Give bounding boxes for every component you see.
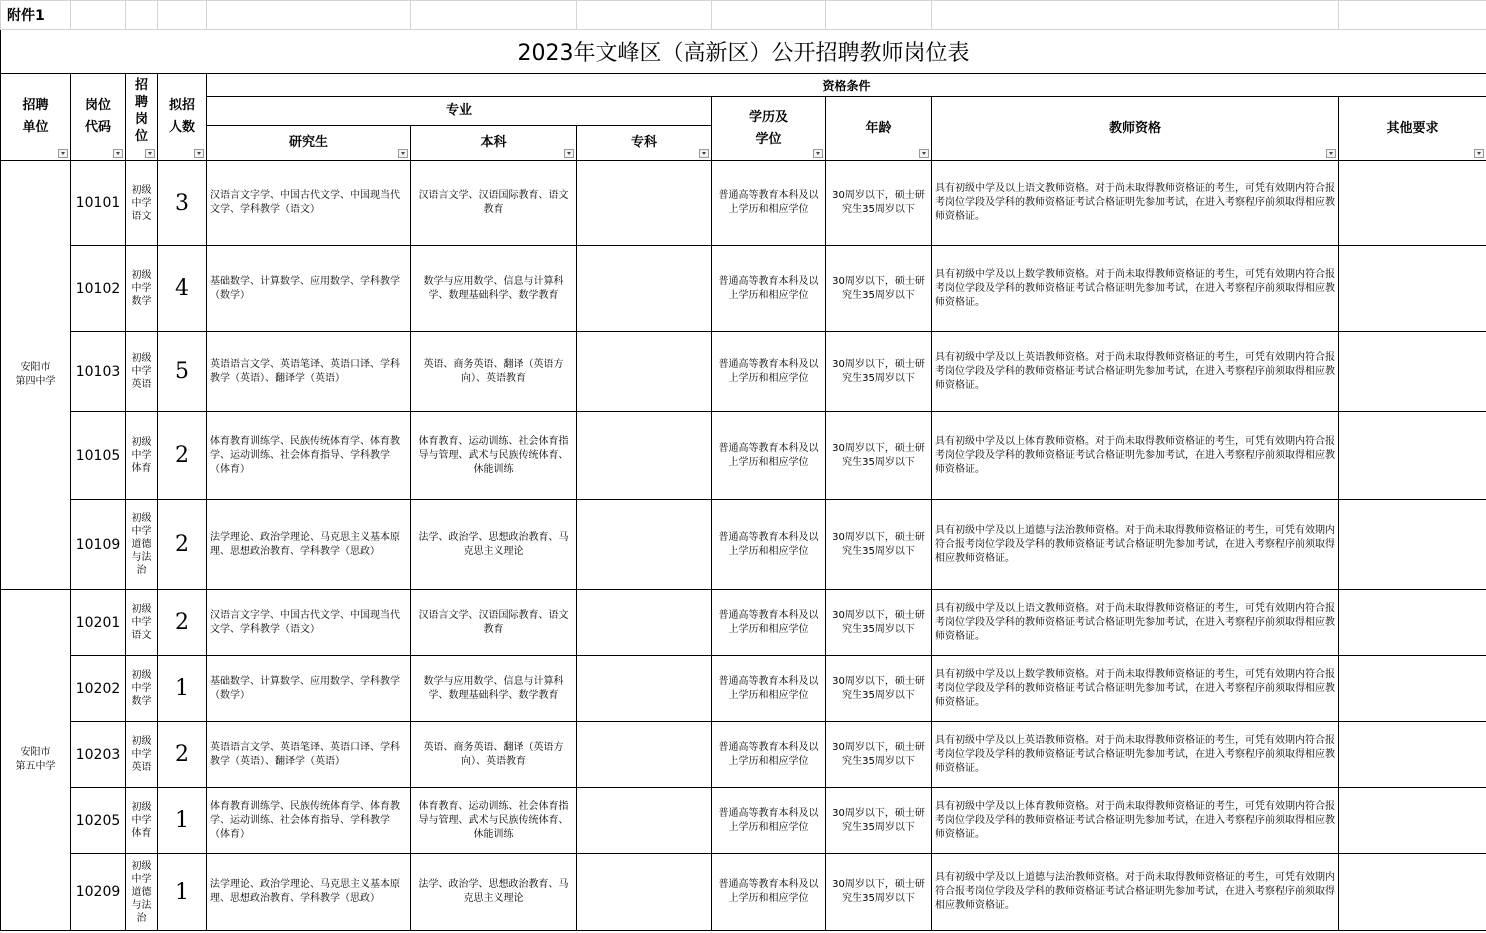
filter-dropdown-icon[interactable] [58,149,68,158]
filter-dropdown-icon[interactable] [113,149,123,158]
undergraduate-majors[interactable]: 法学、政治学、思想政治教育、马克思主义理论 [411,500,577,590]
age-requirement[interactable]: 30周岁以下，硕士研究生35周岁以下 [826,161,932,246]
other-requirement[interactable] [1339,722,1486,788]
filter-dropdown-icon[interactable] [564,149,574,158]
post-name[interactable]: 初级 中学 英语 [126,332,158,412]
post-name[interactable]: 初级 中学 英语 [126,722,158,788]
recruiting-unit[interactable]: 安阳市 第五中学 [1,590,71,931]
undergraduate-majors[interactable]: 汉语言文学、汉语国际教育、语文教育 [411,161,577,246]
header-post[interactable] [126,74,158,161]
age-requirement[interactable]: 30周岁以下，硕士研究生35周岁以下 [826,788,932,854]
filter-dropdown-icon[interactable] [194,149,204,158]
age-requirement[interactable]: 30周岁以下，硕士研究生35周岁以下 [826,332,932,412]
college-majors[interactable] [577,590,712,656]
teacher-cert-requirement[interactable]: 具有初级中学及以上数学教师资格。对于尚未取得教师资格证的考生，可凭有效期内符合报考岗位学段及学科的教师资格证考试合格证明先参加考试，在进入考察程序前须取得相应教师资格证。 [932,656,1339,722]
annex-label: 附件1 [1,1,71,30]
other-requirement[interactable] [1339,332,1486,412]
college-majors[interactable] [577,656,712,722]
post-name[interactable]: 初级 中学 体育 [126,788,158,854]
graduate-majors[interactable]: 英语语言文学、英语笔译、英语口译、学科教学（英语）、翻译学（英语） [207,722,411,788]
header-count-label: 拟招 人数 [168,98,195,135]
header-code-label: 岗位 代码 [84,98,111,135]
other-requirement[interactable] [1339,788,1486,854]
header-other[interactable] [1339,97,1486,161]
header-unit-label: 招聘 单位 [22,98,49,135]
filter-dropdown-icon[interactable] [813,149,823,158]
header-age-label: 年龄 [865,120,892,136]
post-code[interactable]: 10202 [71,656,126,722]
other-requirement[interactable] [1339,590,1486,656]
hire-count[interactable]: 2 [158,500,207,590]
undergraduate-majors[interactable]: 体育教育、运动训练、社会体育指导与管理、武术与民族传统体育、休能训练 [411,412,577,500]
table-row[interactable] [1,161,1486,246]
filter-dropdown-icon[interactable] [145,149,155,158]
post-name[interactable]: 初级 中学 语文 [126,161,158,246]
header-post-label: 招 聘 岗 位 [134,78,148,144]
hire-count[interactable]: 5 [158,332,207,412]
age-requirement[interactable]: 30周岁以下，硕士研究生35周岁以下 [826,412,932,500]
post-code[interactable]: 10105 [71,412,126,500]
table-row[interactable] [1,246,1486,332]
age-requirement[interactable]: 30周岁以下，硕士研究生35周岁以下 [826,722,932,788]
graduate-majors[interactable]: 基础数学、计算数学、应用数学、学科教学（数学） [207,246,411,332]
table-row[interactable] [1,854,1486,931]
undergraduate-majors[interactable]: 数学与应用数学、信息与计算科学、数理基础科学、数学教育 [411,246,577,332]
hire-count[interactable]: 2 [158,412,207,500]
header-code[interactable] [71,74,126,161]
graduate-majors[interactable]: 法学理论、政治学理论、马克思主义基本原理、思想政治教育、学科教学（思政） [207,854,411,931]
undergraduate-majors[interactable]: 体育教育、运动训练、社会体育指导与管理、武术与民族传统体育、休能训练 [411,788,577,854]
post-name[interactable]: 初级 中学 道德 与法 治 [126,500,158,590]
graduate-majors[interactable]: 体育教育训练学、民族传统体育学、体育教学、运动训练、社会体育指导、学科教学（体育） [207,788,411,854]
other-requirement[interactable] [1339,161,1486,246]
undergraduate-majors[interactable]: 汉语言文学、汉语国际教育、语文教育 [411,590,577,656]
table-row[interactable] [1,788,1486,854]
header-undergraduate-label: 本科 [480,135,507,150]
education-requirement[interactable]: 普通高等教育本科及以上学历和相应学位 [712,788,826,854]
undergraduate-majors[interactable]: 英语、商务英语、翻译（英语方向）、英语教育 [411,722,577,788]
undergraduate-majors[interactable]: 数学与应用数学、信息与计算科学、数理基础科学、数学教育 [411,656,577,722]
table-row[interactable] [1,412,1486,500]
college-majors[interactable] [577,161,712,246]
graduate-majors[interactable]: 汉语言文字学、中国古代文学、中国现当代文学、学科教学（语文） [207,161,411,246]
header-college-label: 专科 [630,135,657,150]
post-code[interactable]: 10203 [71,722,126,788]
post-code[interactable]: 10101 [71,161,126,246]
college-majors[interactable] [577,722,712,788]
other-requirement[interactable] [1339,854,1486,931]
header-qualifications: 资格条件 [207,74,1486,97]
graduate-majors[interactable]: 法学理论、政治学理论、马克思主义基本原理、思想政治教育、学科教学（思政） [207,500,411,590]
other-requirement[interactable] [1339,500,1486,590]
hire-count[interactable]: 1 [158,854,207,931]
college-majors[interactable] [577,788,712,854]
teacher-cert-requirement[interactable]: 具有初级中学及以上体育教师资格。对于尚未取得教师资格证的考生，可凭有效期内符合报考岗位学段及学科的教师资格证考试合格证明先参加考试，在进入考察程序前须取得相应教师资格证。 [932,412,1339,500]
header-teacher-cert[interactable] [932,97,1339,161]
post-name[interactable]: 初级 中学 体育 [126,412,158,500]
page-title: 2023年文峰区（高新区）公开招聘教师岗位表 [1,30,1486,74]
age-requirement[interactable]: 30周岁以下，硕士研究生35周岁以下 [826,656,932,722]
table-row[interactable] [1,722,1486,788]
post-name[interactable]: 初级 中学 道德 与法 治 [126,854,158,931]
filter-dropdown-icon[interactable] [1326,149,1336,158]
education-requirement[interactable]: 普通高等教育本科及以上学历和相应学位 [712,854,826,931]
table-row[interactable] [1,332,1486,412]
filter-dropdown-icon[interactable] [398,149,408,158]
hire-count[interactable]: 2 [158,722,207,788]
graduate-majors[interactable]: 体育教育训练学、民族传统体育学、体育教学、运动训练、社会体育指导、学科教学（体育） [207,412,411,500]
hire-count[interactable]: 1 [158,788,207,854]
teacher-cert-requirement[interactable]: 具有初级中学及以上道德与法治教师资格。对于尚未取得教师资格证的考生，可凭有效期内符合报考岗位学段及学科的教师资格证考试合格证明先参加考试，在进入考察程序前须取得相应教师资格证。 [932,854,1339,931]
college-majors[interactable] [577,332,712,412]
filter-dropdown-icon[interactable] [699,149,709,158]
age-requirement[interactable]: 30周岁以下，硕士研究生35周岁以下 [826,500,932,590]
graduate-majors[interactable]: 英语语言文学、英语笔译、英语口译、学科教学（英语）、翻译学（英语） [207,332,411,412]
filter-dropdown-icon[interactable] [1474,149,1484,158]
college-majors[interactable] [577,500,712,590]
post-code[interactable]: 10109 [71,500,126,590]
header-graduate[interactable] [207,126,411,161]
education-requirement[interactable]: 普通高等教育本科及以上学历和相应学位 [712,590,826,656]
age-requirement[interactable]: 30周岁以下，硕士研究生35周岁以下 [826,246,932,332]
age-requirement[interactable]: 30周岁以下，硕士研究生35周岁以下 [826,854,932,931]
post-name[interactable]: 初级 中学 数学 [126,656,158,722]
header-undergraduate[interactable] [411,126,577,161]
education-requirement[interactable]: 普通高等教育本科及以上学历和相应学位 [712,246,826,332]
post-code[interactable]: 10102 [71,246,126,332]
education-requirement[interactable]: 普通高等教育本科及以上学历和相应学位 [712,332,826,412]
header-age[interactable] [826,97,932,161]
post-code[interactable]: 10201 [71,590,126,656]
header-college[interactable] [577,126,712,161]
header-unit[interactable] [1,74,71,161]
education-requirement[interactable]: 普通高等教育本科及以上学历和相应学位 [712,656,826,722]
hire-count[interactable]: 3 [158,161,207,246]
teacher-cert-requirement[interactable]: 具有初级中学及以上英语教师资格。对于尚未取得教师资格证的考生，可凭有效期内符合报考岗位学段及学科的教师资格证考试合格证明先参加考试，在进入考察程序前须取得相应教师资格证。 [932,332,1339,412]
education-requirement[interactable]: 普通高等教育本科及以上学历和相应学位 [712,500,826,590]
college-majors[interactable] [577,854,712,931]
hire-count[interactable]: 2 [158,590,207,656]
recruiting-unit[interactable]: 安阳市 第四中学 [1,161,71,590]
post-name[interactable]: 初级 中学 数学 [126,246,158,332]
header-education[interactable] [712,97,826,161]
table-row[interactable] [1,656,1486,722]
header-graduate-label: 研究生 [288,135,328,150]
other-requirement[interactable] [1339,246,1486,332]
undergraduate-majors[interactable]: 英语、商务英语、翻译（英语方向）、英语教育 [411,332,577,412]
teacher-cert-requirement[interactable]: 具有初级中学及以上语文教师资格。对于尚未取得教师资格证的考生，可凭有效期内符合报考岗位学段及学科的教师资格证考试合格证明先参加考试，在进入考察程序前须取得相应教师资格证。 [932,161,1339,246]
teacher-cert-requirement[interactable]: 具有初级中学及以上体育教师资格。对于尚未取得教师资格证的考生，可凭有效期内符合报考岗位学段及学科的教师资格证考试合格证明先参加考试，在进入考察程序前须取得相应教师资格证。 [932,788,1339,854]
graduate-majors[interactable]: 汉语言文字学、中国古代文学、中国现当代文学、学科教学（语文） [207,590,411,656]
hire-count[interactable]: 1 [158,656,207,722]
teacher-cert-requirement[interactable]: 具有初级中学及以上数学教师资格。对于尚未取得教师资格证的考生，可凭有效期内符合报考岗位学段及学科的教师资格证考试合格证明先参加考试，在进入考察程序前须取得相应教师资格证。 [932,246,1339,332]
header-education-label: 学历及 学位 [748,109,788,147]
header-teacher-cert-label: 教师资格 [1108,120,1161,136]
education-requirement[interactable]: 普通高等教育本科及以上学历和相应学位 [712,412,826,500]
teacher-cert-requirement[interactable]: 具有初级中学及以上英语教师资格。对于尚未取得教师资格证的考生，可凭有效期内符合报考岗位学段及学科的教师资格证考试合格证明先参加考试，在进入考察程序前须取得相应教师资格证。 [932,722,1339,788]
post-name[interactable]: 初级 中学 语文 [126,590,158,656]
header-major: 专业 [207,97,712,126]
annex-row [1,1,1486,30]
table-row[interactable] [1,500,1486,590]
other-requirement[interactable] [1339,656,1486,722]
college-majors[interactable] [577,246,712,332]
header-count[interactable] [158,74,207,161]
undergraduate-majors[interactable]: 法学、政治学、思想政治教育、马克思主义理论 [411,854,577,931]
hire-count[interactable]: 4 [158,246,207,332]
post-code[interactable]: 10103 [71,332,126,412]
college-majors[interactable] [577,412,712,500]
filter-dropdown-icon[interactable] [919,149,929,158]
education-requirement[interactable]: 普通高等教育本科及以上学历和相应学位 [712,161,826,246]
age-requirement[interactable]: 30周岁以下，硕士研究生35周岁以下 [826,590,932,656]
other-requirement[interactable] [1339,412,1486,500]
education-requirement[interactable]: 普通高等教育本科及以上学历和相应学位 [712,722,826,788]
header-other-label: 其他要求 [1386,120,1439,136]
table-row[interactable] [1,590,1486,656]
post-code[interactable]: 10205 [71,788,126,854]
teacher-cert-requirement[interactable]: 具有初级中学及以上语文教师资格。对于尚未取得教师资格证的考生，可凭有效期内符合报考岗位学段及学科的教师资格证考试合格证明先参加考试，在进入考察程序前须取得相应教师资格证。 [932,590,1339,656]
teacher-cert-requirement[interactable]: 具有初级中学及以上道德与法治教师资格。对于尚未取得教师资格证的考生，可凭有效期内符合报考岗位学段及学科的教师资格证考试合格证明先参加考试，在进入考察程序前须取得相应教师资格证。 [932,500,1339,590]
post-code[interactable]: 10209 [71,854,126,931]
graduate-majors[interactable]: 基础数学、计算数学、应用数学、学科教学（数学） [207,656,411,722]
